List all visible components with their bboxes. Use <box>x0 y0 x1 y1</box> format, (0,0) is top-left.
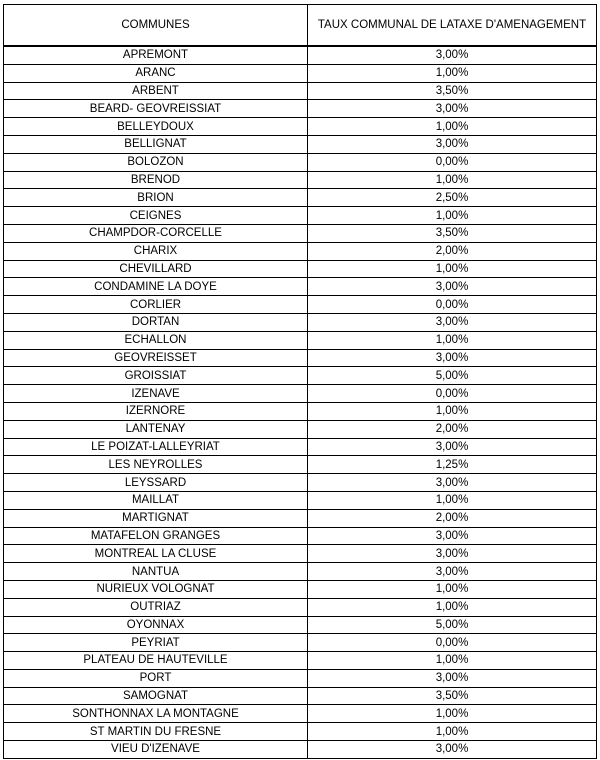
column-header-tax-rate: TAUX COMMUNAL DE LATAXE D'AMENAGEMENT <box>308 5 597 47</box>
commune-cell: LES NEYROLLES <box>4 456 308 474</box>
table-row <box>4 438 597 456</box>
table-row <box>4 509 597 527</box>
table-row <box>4 224 597 242</box>
commune-cell: APREMONT <box>4 46 308 64</box>
commune-cell: PLATEAU DE HAUTEVILLE <box>4 652 308 670</box>
tax-rate-cell: 3,00% <box>308 135 597 153</box>
table-row <box>4 402 597 420</box>
commune-cell: CEIGNES <box>4 207 308 225</box>
table-row <box>4 118 597 136</box>
commune-cell: OUTRIAZ <box>4 598 308 616</box>
table-row <box>4 278 597 296</box>
table-row <box>4 527 597 545</box>
tax-rate-cell: 3,00% <box>308 313 597 331</box>
commune-cell: LEYSSARD <box>4 474 308 492</box>
tax-rate-cell: 1,00% <box>308 705 597 723</box>
table-row <box>4 491 597 509</box>
tax-rate-cell: 5,00% <box>308 616 597 634</box>
table-row <box>4 296 597 314</box>
tax-rate-cell: 1,00% <box>308 491 597 509</box>
table-row <box>4 616 597 634</box>
commune-cell: ARBENT <box>4 82 308 100</box>
commune-cell: ST MARTIN DU FRESNE <box>4 723 308 741</box>
tax-rate-cell: 1,00% <box>308 652 597 670</box>
tax-rate-cell: 1,00% <box>308 260 597 278</box>
commune-cell: BELLIGNAT <box>4 135 308 153</box>
commune-cell: PORT <box>4 669 308 687</box>
tax-rate-cell: 1,00% <box>308 118 597 136</box>
commune-cell: BEARD- GEOVREISSIAT <box>4 100 308 118</box>
tax-rate-cell: 1,00% <box>308 171 597 189</box>
table-row <box>4 652 597 670</box>
table-row <box>4 349 597 367</box>
tax-rate-cell: 1,25% <box>308 456 597 474</box>
tax-rate-cell: 0,00% <box>308 153 597 171</box>
tax-rate-cell: 3,00% <box>308 278 597 296</box>
table-row <box>4 171 597 189</box>
commune-cell: IZERNORE <box>4 402 308 420</box>
table-row <box>4 260 597 278</box>
tax-rate-cell: 0,00% <box>308 296 597 314</box>
tax-rate-cell: 1,00% <box>308 402 597 420</box>
commune-cell: OYONNAX <box>4 616 308 634</box>
tax-rate-cell: 1,00% <box>308 64 597 82</box>
table-row <box>4 135 597 153</box>
tax-rate-table <box>3 4 597 759</box>
tax-rate-cell: 3,00% <box>308 46 597 64</box>
tax-rate-cell: 5,00% <box>308 367 597 385</box>
table-row <box>4 313 597 331</box>
commune-cell: GROISSIAT <box>4 367 308 385</box>
commune-cell: CORLIER <box>4 296 308 314</box>
commune-cell: NANTUA <box>4 563 308 581</box>
table-row <box>4 741 597 759</box>
table-row <box>4 385 597 403</box>
table-row <box>4 82 597 100</box>
table-row <box>4 242 597 260</box>
tax-rate-cell: 1,00% <box>308 331 597 349</box>
table-row <box>4 456 597 474</box>
commune-cell: BOLOZON <box>4 153 308 171</box>
table-body <box>4 46 597 758</box>
tax-rate-cell: 3,00% <box>308 527 597 545</box>
commune-cell: BRENOD <box>4 171 308 189</box>
tax-rate-cell: 1,00% <box>308 598 597 616</box>
commune-cell: MAILLAT <box>4 491 308 509</box>
tax-rate-cell: 3,00% <box>308 474 597 492</box>
tax-rate-cell: 3,50% <box>308 224 597 242</box>
table-row <box>4 189 597 207</box>
tax-rate-cell: 3,00% <box>308 563 597 581</box>
tax-rate-cell: 1,00% <box>308 580 597 598</box>
tax-rate-cell: 2,00% <box>308 242 597 260</box>
table-row <box>4 723 597 741</box>
commune-cell: CONDAMINE LA DOYE <box>4 278 308 296</box>
table-row <box>4 100 597 118</box>
tax-rate-cell: 3,50% <box>308 687 597 705</box>
commune-cell: VIEU D'IZENAVE <box>4 741 308 759</box>
table-row <box>4 207 597 225</box>
table-row <box>4 64 597 82</box>
table-row <box>4 545 597 563</box>
commune-cell: MONTREAL LA CLUSE <box>4 545 308 563</box>
table-row <box>4 46 597 64</box>
commune-cell: MARTIGNAT <box>4 509 308 527</box>
tax-rate-cell: 3,00% <box>308 349 597 367</box>
commune-cell: ARANC <box>4 64 308 82</box>
commune-cell: NURIEUX VOLOGNAT <box>4 580 308 598</box>
tax-rate-cell: 3,00% <box>308 438 597 456</box>
table-row <box>4 598 597 616</box>
tax-rate-cell: 3,00% <box>308 669 597 687</box>
table-row <box>4 474 597 492</box>
commune-cell: PEYRIAT <box>4 634 308 652</box>
table-row <box>4 705 597 723</box>
table-row <box>4 331 597 349</box>
tax-rate-cell: 2,50% <box>308 189 597 207</box>
commune-cell: CHAMPDOR-CORCELLE <box>4 224 308 242</box>
commune-cell: DORTAN <box>4 313 308 331</box>
commune-cell: CHEVILLARD <box>4 260 308 278</box>
commune-cell: ECHALLON <box>4 331 308 349</box>
commune-cell: SAMOGNAT <box>4 687 308 705</box>
commune-cell: BELLEYDOUX <box>4 118 308 136</box>
tax-rate-cell: 2,00% <box>308 509 597 527</box>
commune-cell: IZENAVE <box>4 385 308 403</box>
tax-rate-cell: 0,00% <box>308 385 597 403</box>
tax-rate-cell: 3,00% <box>308 741 597 759</box>
tax-rate-cell: 2,00% <box>308 420 597 438</box>
table-row <box>4 563 597 581</box>
commune-cell: LANTENAY <box>4 420 308 438</box>
tax-rate-cell: 3,50% <box>308 82 597 100</box>
header-row <box>4 5 597 47</box>
commune-cell: GEOVREISSET <box>4 349 308 367</box>
table-row <box>4 687 597 705</box>
table-row <box>4 580 597 598</box>
commune-cell: SONTHONNAX LA MONTAGNE <box>4 705 308 723</box>
table-row <box>4 634 597 652</box>
tax-rate-cell: 3,00% <box>308 545 597 563</box>
table-header <box>4 5 597 47</box>
commune-cell: LE POIZAT-LALLEYRIAT <box>4 438 308 456</box>
commune-cell: CHARIX <box>4 242 308 260</box>
commune-cell: MATAFELON GRANGES <box>4 527 308 545</box>
tax-rate-cell: 1,00% <box>308 723 597 741</box>
column-header-communes: COMMUNES <box>4 5 308 47</box>
tax-rate-cell: 0,00% <box>308 634 597 652</box>
table-row <box>4 153 597 171</box>
table-row <box>4 420 597 438</box>
table-row <box>4 669 597 687</box>
tax-rate-cell: 1,00% <box>308 207 597 225</box>
commune-cell: BRION <box>4 189 308 207</box>
tax-rate-cell: 3,00% <box>308 100 597 118</box>
table-row <box>4 367 597 385</box>
